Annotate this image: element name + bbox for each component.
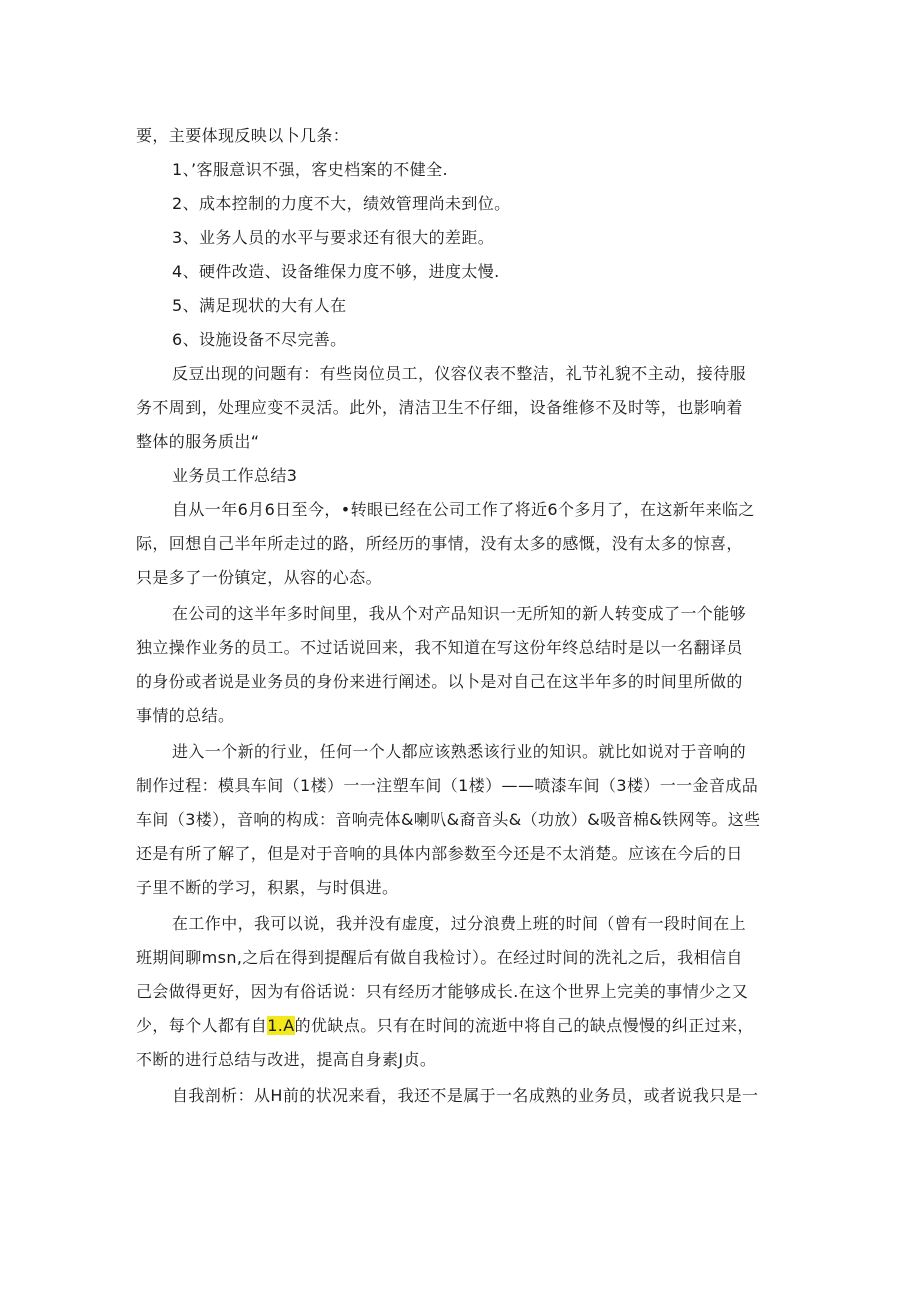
list-item: 1、’客服意识不强，客史档案的不健全. bbox=[172, 160, 448, 179]
paragraph-line bbox=[136, 1009, 786, 1043]
highlighted-text: 1.A bbox=[267, 1016, 295, 1035]
paragraph-line: 事情的总结。 bbox=[136, 706, 235, 725]
section-title: 业务员工作总结3 bbox=[172, 466, 298, 485]
paragraph-line: 际，回想自己半年所走过的路，所经历的事情，没有太多的感慨，没有太多的惊喜， bbox=[136, 534, 743, 553]
paragraph-work bbox=[136, 907, 786, 1077]
paragraph-line: 反豆出现的问题有：有些岗位员工，仪容仪表不整洁，礼节礼貌不主动，接待服 bbox=[172, 364, 747, 383]
self-analysis-line: 自我剖析：从H前的状况来看，我还不是属于一名成熟的业务员，或者说我只是一 bbox=[172, 1086, 759, 1105]
paragraph-line: 子里不断的学习，积累，与时俱进。 bbox=[136, 878, 399, 897]
paragraph-line: 不断的进行总结与改进，提高自身素J贞。 bbox=[136, 1050, 437, 1069]
paragraph-line: 独立操作业务的员工。不过话说回来，我不知道在写这份年终总结时是以一名翻译员 bbox=[136, 638, 743, 657]
paragraph-line: 己会做得更好，因为有俗话说：只有经历才能够成长.在这个世界上完美的事情少之又 bbox=[136, 982, 749, 1001]
text-segment: 的优缺点。只有在时间的流逝中将自己的缺点慢慢的纠正过来， bbox=[294, 1016, 754, 1035]
paragraph-line: 在公司的这半年多时间里，我从个对产品知识一无所知的新人转变成了一个能够 bbox=[172, 604, 747, 623]
intro-line: 要，主要体现反映以卜几条： bbox=[136, 126, 350, 145]
list-item: 4、硬件改造、设备维保力度不够，进度太慢. bbox=[172, 262, 500, 281]
problems-paragraph bbox=[136, 357, 786, 459]
paragraph-line: 在工作中，我可以说，我并没有虚度，过分浪费上班的时间（曾有一段时间在上 bbox=[172, 914, 747, 933]
paragraph-line: 还是有所了解了，但是对于音响的具体内部参数至今还是不太消楚。应该在今后的日 bbox=[136, 844, 743, 863]
paragraph-line: 务不周到，处理应变不灵活。此外，清洁卫生不仔细，设备维修不及时等，也影响着 bbox=[136, 398, 743, 417]
paragraph-line: 自从一年6月6日至今，•转眼已经在公司工作了将近6个多月了，在这新年来临之 bbox=[172, 500, 755, 519]
text-segment: 少，每个人都有自 bbox=[136, 1016, 268, 1035]
list-item: 5、满足现状的大有人在 bbox=[172, 296, 347, 315]
paragraph-line: 车间（3楼），音响的构成：音响壳体&喇叭&裔音头&（功放）&吸音棉&铁网等。这些 bbox=[136, 810, 761, 829]
paragraph-start-date bbox=[136, 493, 786, 595]
paragraph-line: 只是多了一份镇定，从容的心态。 bbox=[136, 568, 383, 587]
list-item: 3、业务人员的水平与要求还有很大的差距。 bbox=[172, 228, 495, 247]
document-page bbox=[136, 119, 786, 1113]
list-item: 6、设施设备不尽完善。 bbox=[172, 330, 347, 349]
paragraph-line: 班期间聊msn,之后在得到提醒后有做自我检讨）。在经过时间的洗礼之后，我相信自 bbox=[136, 948, 743, 967]
list-item: 2、成本控制的力度不大，绩效管理尚未到位。 bbox=[172, 194, 511, 213]
paragraph-line: 整体的服务质岀“ bbox=[136, 432, 260, 451]
paragraph-industry bbox=[136, 735, 786, 905]
paragraph-line: 进入一个新的行业，任何一个人都应该熟悉该行业的知识。就比如说对于音响的 bbox=[172, 742, 747, 761]
paragraph-half-year bbox=[136, 597, 786, 733]
paragraph-line: 制作过程：模具车间（1楼）一一注塑车间（1楼）——喷漆车间（3楼）一一金音成品 bbox=[136, 776, 759, 795]
issues-list bbox=[136, 153, 786, 357]
paragraph-line: 的身份或者说是业务员的身份来进行阐述。以卜是对自己在这半年多的时间里所做的 bbox=[136, 672, 743, 691]
